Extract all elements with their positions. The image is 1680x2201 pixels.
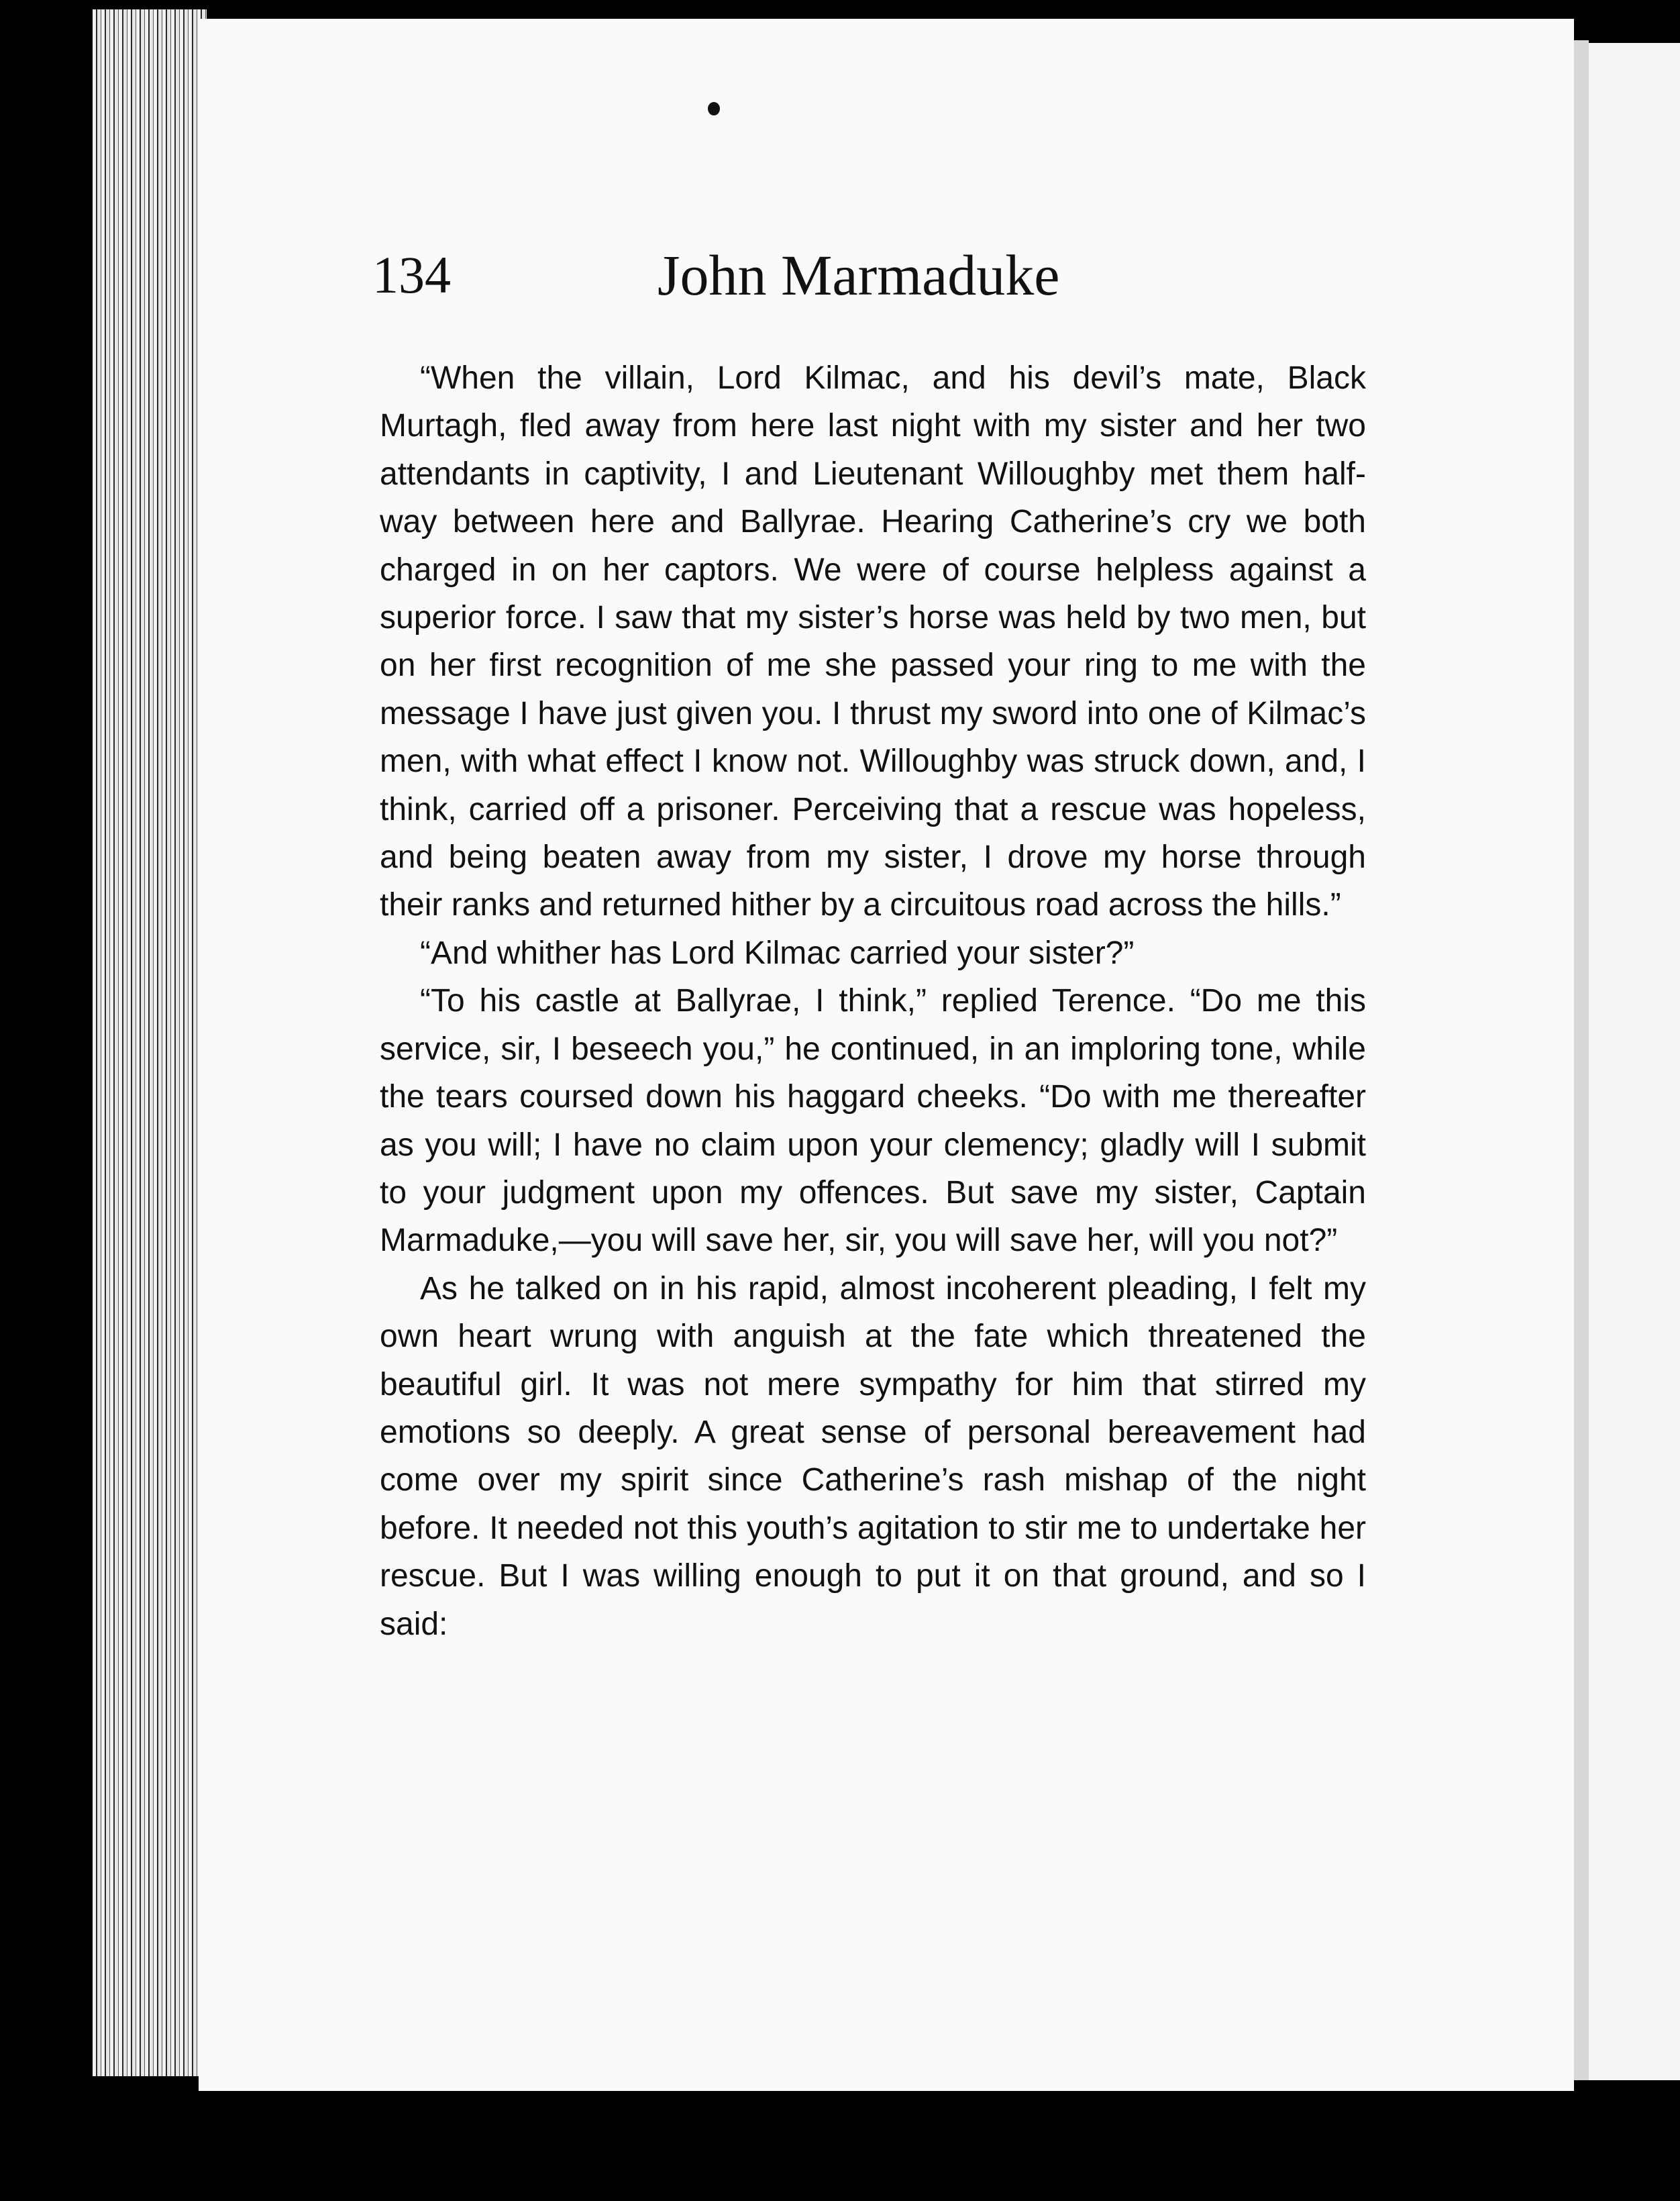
paragraph: As he talked on in his rapid, almost incoherent pleading, I felt my own heart wrung with anguish at the fate which threatened the beautiful girl. It was not mere sympathy for him that stirred my emotions so deeply. A great sense of personal bereavement had come over my spirit since Catherine’s rash mishap of the night before. It needed not this youth’s agitation to stir me to undertake her rescue. But I was willing enough to put it on that ground, and so I said:	[380, 1270, 1366, 1642]
page-number: 134	[372, 246, 451, 304]
ink-speck	[708, 102, 720, 115]
body-text	[380, 354, 1366, 1648]
paragraph: “To his castle at Ballyrae, I think,” replied Terence. “Do me this service, sir, I beseech you,” he continued, in an imploring tone, while the tears coursed down his haggard cheeks. “Do with me thereafter as you will; I have no claim upon your clemency; gladly will I submit to your judgment upon my offences. But save my sister, Captain Marmaduke,—you will save her, sir, you will save her, will you not?”	[380, 983, 1366, 1259]
binding-gutter	[1574, 40, 1589, 2080]
page-edges	[93, 9, 207, 2076]
paragraph: “And whither has Lord Kilmac carried your sister?”	[420, 935, 1135, 971]
paragraph: “When the villain, Lord Kilmac, and his devil’s mate, Black Murtagh, fled away from here last night with my sister and her two attendants in captivity, I and Lieutenant Willoughby met them half-way between here and Ballyrae. Hearing Catherine’s cry we both charged in on her captors. We were of course helpless against a superior force. I saw that my sister’s horse was held by two men, but on her first recognition of me she passed your ring to me with the message I have just given you. I thrust my sword into one of Kilmac’s men, with what effect I know not. Willoughby was struck down, and, I think, carried off a prisoner. Perceiving that a rescue was hopeless, and being beaten away from my sister, I drove my horse through their ranks and returned hither by a circuitous road across the hills.”	[380, 360, 1366, 923]
running-title: John Marmaduke	[658, 243, 1060, 307]
page-header	[372, 238, 1362, 312]
facing-page-edge	[1589, 43, 1680, 2080]
